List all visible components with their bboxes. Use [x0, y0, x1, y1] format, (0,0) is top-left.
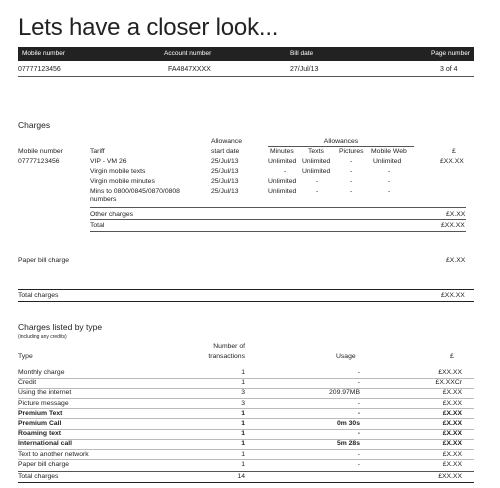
type-count	[195, 451, 245, 458]
type-usage-text: -	[357, 379, 360, 387]
type-amount	[412, 369, 462, 376]
divider	[90, 207, 466, 208]
type-usage	[300, 451, 360, 458]
type-amount-text: £X.XX	[442, 420, 462, 427]
charges-mobile-number: 07777123456	[18, 158, 60, 165]
type-usage-text: 5m 28s	[336, 440, 360, 448]
allowance-start-header-1: Allowance	[211, 138, 242, 145]
type-name-text: Monthly charge	[18, 369, 65, 376]
allowance-start-header-2: start date	[211, 148, 240, 155]
type-amount	[412, 451, 462, 458]
total-charges-amount: £XX.XX	[441, 292, 465, 299]
type-count-text: 3	[241, 399, 245, 407]
type-count	[195, 420, 245, 427]
type-total-label: Total charges	[18, 473, 59, 480]
type-name-text: International call	[18, 440, 73, 448]
header-bill-date: Bill date	[290, 50, 314, 57]
type-usage	[300, 440, 360, 447]
type-usage	[300, 461, 360, 468]
type-count	[195, 440, 245, 447]
type-usage	[300, 420, 360, 427]
type-count	[195, 369, 245, 376]
type-count-text: 1	[241, 409, 245, 417]
type-name	[18, 410, 62, 417]
num-transactions-header-1: Number of	[213, 343, 245, 350]
charges-currency-header: £	[452, 148, 456, 155]
type-count	[195, 430, 245, 437]
charges-tariff-header: Tariff	[90, 148, 105, 155]
header-page-number: Page number	[430, 50, 470, 57]
type-amount-text: £X.XX	[442, 389, 462, 397]
divider	[18, 289, 474, 290]
divider	[90, 231, 466, 232]
type-usage-text: -	[357, 409, 360, 417]
type-count	[195, 389, 245, 396]
type-count-text: 1	[241, 450, 245, 458]
type-name-text: Roaming text	[18, 430, 62, 438]
type-amount-text: £X.XX	[442, 430, 462, 438]
type-count	[195, 400, 245, 407]
charges-title: Charges	[18, 120, 51, 130]
type-amount-text: £X.XX	[442, 399, 462, 407]
type-amount	[412, 440, 462, 447]
type-amount-text: £X.XX	[442, 440, 462, 448]
value-page-number: 3 of 4	[440, 66, 458, 73]
type-name-text: Using the internet	[18, 389, 72, 397]
row-divider	[18, 429, 474, 430]
type-currency-header: £	[450, 353, 454, 360]
page-title: Lets have a closer look...	[18, 14, 279, 41]
type-amount-text: £X.XXCr	[435, 379, 462, 387]
type-usage	[300, 389, 360, 396]
header-mobile-number: Mobile number	[22, 50, 65, 57]
type-name-text: Premium Call	[18, 420, 62, 427]
charges-mobile-header: Mobile number	[18, 148, 63, 155]
account-header-bar	[18, 47, 474, 61]
type-usage-text: 0m 30s	[336, 420, 360, 427]
type-usage-text: -	[357, 460, 360, 468]
by-type-subtitle: (including any credits)	[18, 334, 67, 340]
type-count-text: 1	[241, 379, 245, 387]
type-total-count: 14	[237, 473, 245, 480]
minutes-header: Minutes	[270, 148, 294, 155]
type-name	[18, 369, 64, 376]
type-amount-text: £XX.XX	[438, 369, 462, 376]
total-amount: £XX.XX	[441, 222, 465, 229]
type-name	[18, 430, 61, 437]
divider	[90, 219, 466, 220]
allowances-group-rule	[268, 146, 414, 147]
total-charges-label: Total charges	[18, 292, 59, 299]
type-amount	[412, 400, 462, 407]
paper-bill-amount: £X.XX	[446, 257, 466, 264]
type-usage-text: -	[357, 399, 360, 407]
type-usage	[300, 430, 360, 437]
total-label: Total	[90, 222, 105, 229]
type-usage-text: -	[357, 430, 360, 438]
by-type-title: Charges listed by type	[18, 322, 103, 332]
type-amount	[412, 389, 462, 396]
type-amount	[412, 430, 462, 437]
other-charges-amount: £X.XX	[446, 211, 466, 218]
type-name	[18, 420, 61, 427]
type-name-text: Premium Text	[18, 409, 63, 417]
value-account-number: FA4847XXXX	[168, 66, 211, 73]
mobile-web-header: Mobile Web	[371, 148, 407, 155]
row-divider	[18, 418, 474, 419]
pictures-header: Pictures	[339, 148, 364, 155]
type-usage	[300, 410, 360, 417]
row-divider	[18, 408, 474, 409]
usage-header: Usage	[336, 353, 356, 360]
type-amount	[412, 420, 462, 427]
type-count-text: 1	[241, 369, 245, 376]
type-name-text: Paper bill charge	[18, 460, 70, 468]
type-usage-text: -	[357, 450, 360, 458]
type-amount-text: £X.XX	[442, 450, 462, 458]
type-amount	[412, 410, 462, 417]
type-count-text: 3	[241, 389, 245, 397]
type-name-text: Credit	[18, 379, 37, 387]
row-divider	[18, 439, 474, 440]
type-name	[18, 379, 36, 386]
divider	[18, 482, 474, 483]
paper-bill-label: Paper bill charge	[18, 257, 70, 264]
type-amount-text: £X.XX	[442, 460, 462, 468]
row-divider	[18, 388, 474, 389]
type-count	[195, 461, 245, 468]
row-divider	[18, 459, 474, 460]
type-header: Type	[18, 353, 33, 360]
type-amount-text: £X.XX	[442, 409, 462, 417]
type-amount	[412, 461, 462, 468]
other-charges-label: Other charges	[90, 211, 134, 218]
type-name	[18, 461, 69, 468]
type-name-text: Picture message	[18, 399, 69, 407]
type-name	[18, 389, 71, 396]
type-amount	[412, 379, 462, 386]
texts-header: Texts	[308, 148, 324, 155]
divider	[18, 471, 474, 472]
type-usage-text: 209.97MB	[329, 389, 360, 397]
type-count	[195, 410, 245, 417]
type-count	[195, 379, 245, 386]
value-mobile-number: 07777123456	[18, 66, 61, 73]
type-usage	[300, 369, 360, 376]
num-transactions-header-2: transactions	[208, 353, 245, 360]
type-usage	[300, 379, 360, 386]
type-usage-text: -	[357, 369, 360, 376]
row-divider	[18, 378, 474, 379]
row-divider	[18, 398, 474, 399]
type-count-text: 1	[241, 420, 245, 427]
type-name	[18, 440, 72, 447]
allowances-group-header: Allowances	[323, 138, 359, 145]
header-account-number: Account number	[164, 50, 212, 57]
type-count-text: 1	[241, 430, 245, 438]
type-name	[18, 400, 69, 407]
type-count-text: 1	[241, 460, 245, 468]
type-name	[18, 451, 89, 458]
value-bill-date: 27/Jul/13	[290, 66, 319, 73]
divider	[18, 76, 474, 77]
type-name-text: Text to another network	[18, 450, 89, 458]
type-count-text: 1	[241, 440, 245, 448]
type-total-amount: £XX.XX	[438, 473, 462, 480]
type-usage	[300, 400, 360, 407]
divider	[18, 301, 474, 302]
